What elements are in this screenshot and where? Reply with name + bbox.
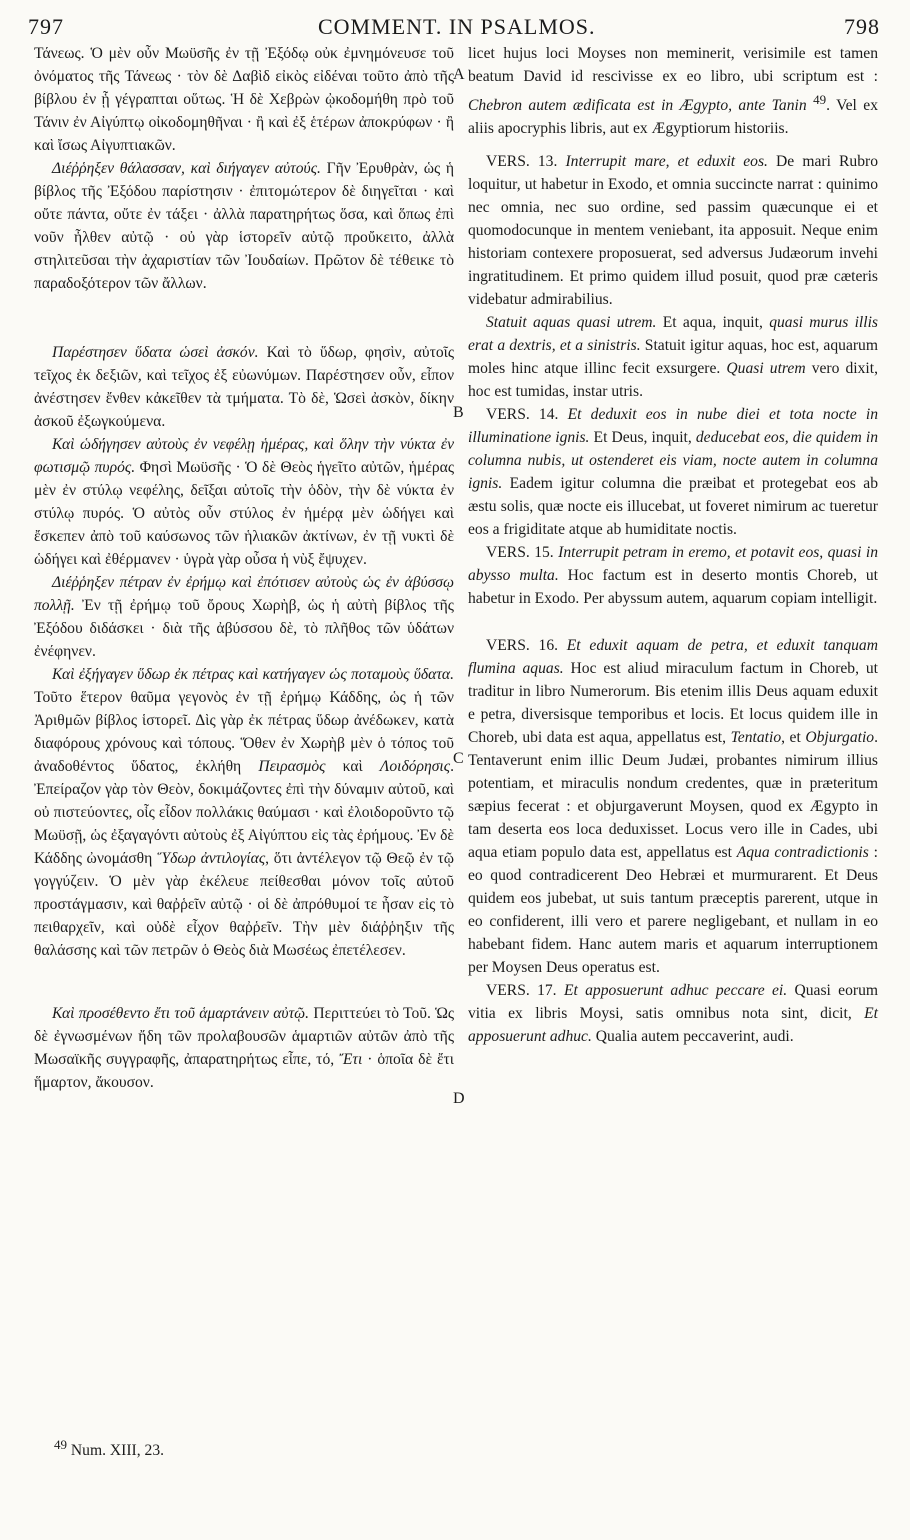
greek-column <box>34 42 454 1094</box>
greek-text: Περιττεύει τὸ Τοῦ. Ὡς δὲ ἐγνωσμένων ἤδη τῶν προλαβουσῶν ἁμαρτιῶν αὐτῶν ἀπὸ τῆς Μωσαϊκῆς συγγραφῆς, ἀπαρατηρήτως εἶπε, τό, <box>34 1005 454 1068</box>
greek-paragraph <box>34 42 454 157</box>
latin-quote: deducebat eos, die quidem in columna nubis, ut ostenderet eis viam, nocte autem in columna ignis. <box>468 429 878 493</box>
latin-paragraph <box>468 42 878 140</box>
latin-quote: Quasi utrem <box>726 360 806 378</box>
greek-term: Λοιδόρησις <box>379 758 451 775</box>
latin-lemma: Interrupit mare, et eduxit eos. <box>565 153 768 171</box>
latin-text: Hoc est aliud miraculum factum in Choreb, ut traditur in libro Numerorum. Bis etenim illis Deus aquam eduxit e petra, diversisque temporibus et locis. Et locus quidem ille in Choreb, ubi data est aqua, appellatus est, <box>468 660 878 747</box>
latin-quote: Et apposuerunt adhuc. <box>468 1005 878 1046</box>
latin-text: , et <box>781 729 801 747</box>
latin-text: Qualia autem peccaverint, audi. <box>595 1028 794 1046</box>
latin-text: Quasi eorum vitia ex libris Moysi, satis omnibus nota sint, dicit, <box>468 982 879 1023</box>
paragraph-gap <box>468 610 878 634</box>
latin-quote: quasi murus illis erat a dextris, et a sinistris. <box>468 314 878 355</box>
latin-paragraph <box>468 403 878 541</box>
greek-text: Φησὶ Μωϋσῆς · Ὁ δὲ Θεὸς ἡγεῖτο αὐτῶν, ἡμέρας μὲν ἐν στύλῳ νεφέλης, δεῖξαι αὐτοῖς τὴν ὁδὸν, τὴν δὲ νύκτα ἐν στύλῳ πυρός. <box>34 459 454 522</box>
latin-paragraph <box>468 150 878 311</box>
greek-lemma: Καὶ προσέθεντο ἔτι τοῦ ἁμαρτάνειν αὐτῷ. <box>52 1005 310 1022</box>
latin-paragraph <box>468 541 878 610</box>
greek-paragraph <box>34 571 454 663</box>
greek-paragraph <box>34 157 454 295</box>
latin-text: . Vel ex aliis apocryphis libris, aut ex Ægyptiorum historiis. <box>468 97 878 138</box>
greek-text: Ὁ αὐτὸς οὖν στύλος ἐν ἡμέρᾳ μὲν ὡδήγει καὶ ἔσκεπεν ἀπὸ τοῦ καύσωνος τῶν ἡλιακῶν ἀκτίνων, ἐν τῇ νυκτὶ δὲ ὡδήγει καὶ ἐθέρμανεν · ὑγρὰ γὰρ οὖσα ἡ νὺξ ἔψυχεν. <box>34 505 454 568</box>
latin-paragraph <box>468 634 878 979</box>
latin-text: Eadem igitur columna die præibat et protegebat eos ab æstu solis, quæ nocte eis illucebat, ut foveret nimirum ac tueretur eos a frigiditate atque ab humiditate noctis. <box>468 475 878 539</box>
greek-text: Γῆν Ἐρυθρὰν, ὡς ἡ βίβλος τῆς Ἐξόδου παρίστησιν · ἐπιτομώτερον δὲ διηγεῖται · καὶ οὔτε πάντα, οὔτε ἐν τάξει · ἀλλὰ παρατηρήτως ὅσα, καὶ ὅπως ἐπὶ νοῦν ἦλθεν αὐτῷ · οὐ γὰρ ἱστορεῖν αὐτῷ προὔκειτο, ἀλλὰ στηλιτεῦσαι τὴν ἀχαριστίαν τῶν Ἰουδαίων. Πρῶτον δὲ τέθεικε τὸ παραδοξότερον τῶν ἄλλων. <box>34 160 454 292</box>
verse-label: VERS. 14. <box>486 406 559 424</box>
latin-lemma: Et apposuerunt adhuc peccare ei. <box>563 982 788 1000</box>
page-number-left: 797 <box>28 14 64 39</box>
latin-text: Et Deus, inquit, <box>593 429 692 447</box>
greek-lemma: Παρέστησεν ὕδατα ὡσεὶ ἀσκόν. <box>52 344 259 361</box>
latin-lemma: Et eduxit aquam de petra, et eduxit tanquam flumina aquas. <box>468 637 878 678</box>
latin-term: Tentatio <box>730 729 782 747</box>
latin-text: Hoc factum est in deserto montis Choreb, ut habetur in Exodo. Per abyssum autem, aquarum copiam intelligit. <box>468 567 879 608</box>
latin-text: Et aqua, inquit, <box>662 314 763 332</box>
greek-text: · ὁποῖα δὲ ἔτι ἥμαρτον, ἄκουσον. <box>34 1051 454 1091</box>
paragraph-gap <box>34 295 454 341</box>
greek-text: , ὅτι ἀντέλεγον τῷ Θεῷ ἐν τῷ γογγύζειν. Ὁ μὲν γὰρ ἐκέλευε πείθεσθαι μόνον τοῖς αὐτοῦ προστάγμασιν, καὶ θαῤῥεῖν αὐτῷ · οἱ δὲ ἀπρόθυμοί τε ἦσαν εἰς τὸ πειθαρχεῖν, καὶ οὐδὲ εἶχον θαῤῥεῖν. Τὴν μὲν διάῤῥηξιν τῆς θαλάσσης καὶ τῶν πετρῶν ὁ Θεὸς διὰ Μωσέως ἐπετέλεσεν. <box>34 850 454 959</box>
latin-text: . Tentaverunt enim illic Deum Judæi, probantes nimirum illius potentiam, et miraculis nondum credentes, quæ in præteritum sæpius fecerat : et objurgaverunt Moysen, quod ex Ægypto in tam deserta eos loca deduxisset. Locus vero ille in Cades, ubi aqua etiam populo data est, appellatus est <box>468 729 878 862</box>
greek-term: Πειρασμὸς <box>258 758 326 775</box>
latin-text: vero dixit, hoc est tumidas, instar utris. <box>468 360 878 401</box>
greek-paragraph <box>34 433 454 571</box>
latin-lemma: Et deduxit eos in nube diei et tota nocte in illuminatione ignis. <box>468 406 878 447</box>
paragraph-gap <box>468 140 878 150</box>
verse-label: VERS. 15. <box>486 544 554 562</box>
greek-text: Τάνεως. Ὁ μὲν οὖν Μωϋσῆς ἐν τῇ Ἐξόδῳ οὐκ ἐμνημόνευσε τοῦ ὀνόματος τῆς Τάνεως · τὸν δὲ Δαβὶδ εἰκὸς εἰδέναι τοῦτο ἀπὸ τῆς βίβλου ἐν ᾗ γέγραπται οὕτως. Ἡ δὲ Χεβρὼν ᾠκοδομήθη πρὸ τοῦ Τάνιν ἐν Αἰγύπτῳ οἰκοδομηθῆναι · ἢ καὶ ἐξ ἑτέρων ἀποκρύφων · ἢ καὶ ἴσως Αἰγυπτιακῶν. <box>34 45 454 154</box>
latin-lemma: Statuit aquas quasi utrem. <box>486 314 657 332</box>
latin-term: Aqua contradictionis <box>736 844 869 862</box>
greek-text: καὶ <box>342 758 363 775</box>
margin-marker-a: A <box>453 66 465 83</box>
latin-quote: Chebron autem ædificata est in Ægypto, ante Tanin <box>468 97 807 115</box>
running-title: COMMENT. IN PSALMOS. <box>318 14 596 39</box>
latin-text: : eo quod contradicerent Deo Hebræi et murmurarent. Et Deus quidem eos jubebat, ut suis tantum præceptis parerent, utque in eo confiderent, illi vero et parere negligebant, et nullam in eo habebant fidem. Hanc autem maris et aquarum interruptionem per Moysen Deus operatus est. <box>468 844 878 977</box>
page-number-right: 798 <box>844 14 880 39</box>
footnote-ref: 49 <box>813 92 827 107</box>
latin-paragraph <box>468 311 878 403</box>
latin-text: licet hujus loci Moyses non meminerit, verisimile est tamen beatum David id rescivisse ex eo libro, ubi scriptum est : <box>468 45 878 85</box>
greek-lemma: Διέῤῥηξεν πέτραν ἐν ἐρήμῳ καὶ ἐπότισεν αὐτοὺς ὡς ἐν ἀβύσσῳ πολλῇ. <box>34 574 454 614</box>
greek-lemma: Καὶ ὡδήγησεν αὐτοὺς ἐν νεφέλῃ ἡμέρας, καὶ ὅλην τὴν νύκτα ἐν φωτισμῷ πυρός. <box>34 436 454 476</box>
verse-label: VERS. 16. <box>486 637 559 655</box>
margin-marker-c: C <box>453 750 464 767</box>
latin-text: Statuit igitur aquas, hoc est, aquarum moles hinc atque illinc fecit exsurgere. <box>468 337 878 378</box>
latin-term: Objurgatio <box>805 729 875 747</box>
page-header <box>28 14 880 44</box>
footnote-mark: 49 <box>54 1437 67 1452</box>
greek-term: Ὕδωρ ἀντιλογίας <box>156 850 266 867</box>
greek-paragraph <box>34 341 454 433</box>
greek-text: Ἐν τῇ ἐρήμῳ τοῦ ὄρους Χωρὴβ, ὡς ἡ αὐτὴ βίβλος τῆς Ἐξόδου διδάσκει · διὰ τῆς ἀβύσσου δὲ, τὸ πλῆθος τῶν ὑδάτων ἐνέφηνεν. <box>34 597 454 660</box>
greek-lemma: Καὶ ἐξήγαγεν ὕδωρ ἐκ πέτρας καὶ κατήγαγεν ὡς ποταμοὺς ὕδατα. <box>52 666 454 683</box>
footnote <box>54 1437 164 1460</box>
margin-marker-d: D <box>453 1090 465 1107</box>
greek-text: Τοῦτο ἕτερον θαῦμα γεγονὸς ἐν τῇ ἐρήμῳ Κάδδης, ὡς ἡ τῶν Ἀριθμῶν βίβλος ἱστορεῖ. Δὶς γὰρ ἐκ πέτρας ὕδωρ ἀνέδωκεν, κατὰ διαφόρους χρόνους καὶ τόπους. Ὅθεν ἐν Χωρὴβ μὲν ὁ τόπος τοῦ ἀναδοθέντος ὕδατος, ἐκλήθη <box>34 689 454 775</box>
verse-label: VERS. 17. <box>486 982 557 1000</box>
verse-label: VERS. 13. <box>486 153 558 171</box>
greek-term: Ἔτι <box>339 1051 363 1068</box>
latin-text: De mari Rubro loquitur, ut habetur in Exodo, et omnia succincte narrat : quinimo nec omnia, nec suo ordine, sed passim quæcunque ei et quomodocunque in mentem veniebant, ita apposuit. Neque enim historiam contexere proposuerat, sed adversus Judæorum invehi ingratitudinem. Et primo quidem illud posuit, quod præ cæteris videbatur admirabilius. <box>468 153 878 309</box>
footnote-text: Num. XIII, 23. <box>70 1442 165 1460</box>
greek-text: Καὶ τὸ ὕδωρ, φησὶν, αὐτοῖς τεῖχος ἐκ δεξιῶν, καὶ τεῖχος ἐξ εὐωνύμων. Παρέστησεν οὖν, εἶπον ἀνέστησεν ἔνθεν κἀκεῖθεν τὰ τμήματα. Τὸ δὲ, Ὡσεὶ ἀσκὸν, δίκην ἀσκοῦ ἐξωγκούμενα. <box>34 344 455 430</box>
latin-lemma: Interrupit petram in eremo, et potavit eos, quasi in abysso multa. <box>468 544 878 585</box>
latin-paragraph <box>468 979 878 1048</box>
margin-marker-b: B <box>453 404 464 421</box>
greek-paragraph <box>34 663 454 962</box>
paragraph-gap <box>34 962 454 1002</box>
latin-column <box>468 42 878 1048</box>
greek-paragraph <box>34 1002 454 1094</box>
greek-text: . Ἐπείραζον γὰρ τὸν Θεὸν, δοκιμάζοντες ἐπὶ τὴν δύναμιν αὐτοῦ, καὶ οὐ πιστεύοντες, οἷς εἶδον πολλάκις θαύμασι · καὶ ἐλοιδοροῦντο τῷ Μωϋσῇ, ὡς ἐξαγαγόντι αὐτοὺς ἐξ Αἰγύπτου εἰς τὰς ἐρήμους. Ἐν δὲ Κάδδης ὠνομάσθη <box>34 758 454 867</box>
greek-lemma: Διέῤῥηξεν θάλασσαν, καὶ διήγαγεν αὐτούς. <box>52 160 321 177</box>
